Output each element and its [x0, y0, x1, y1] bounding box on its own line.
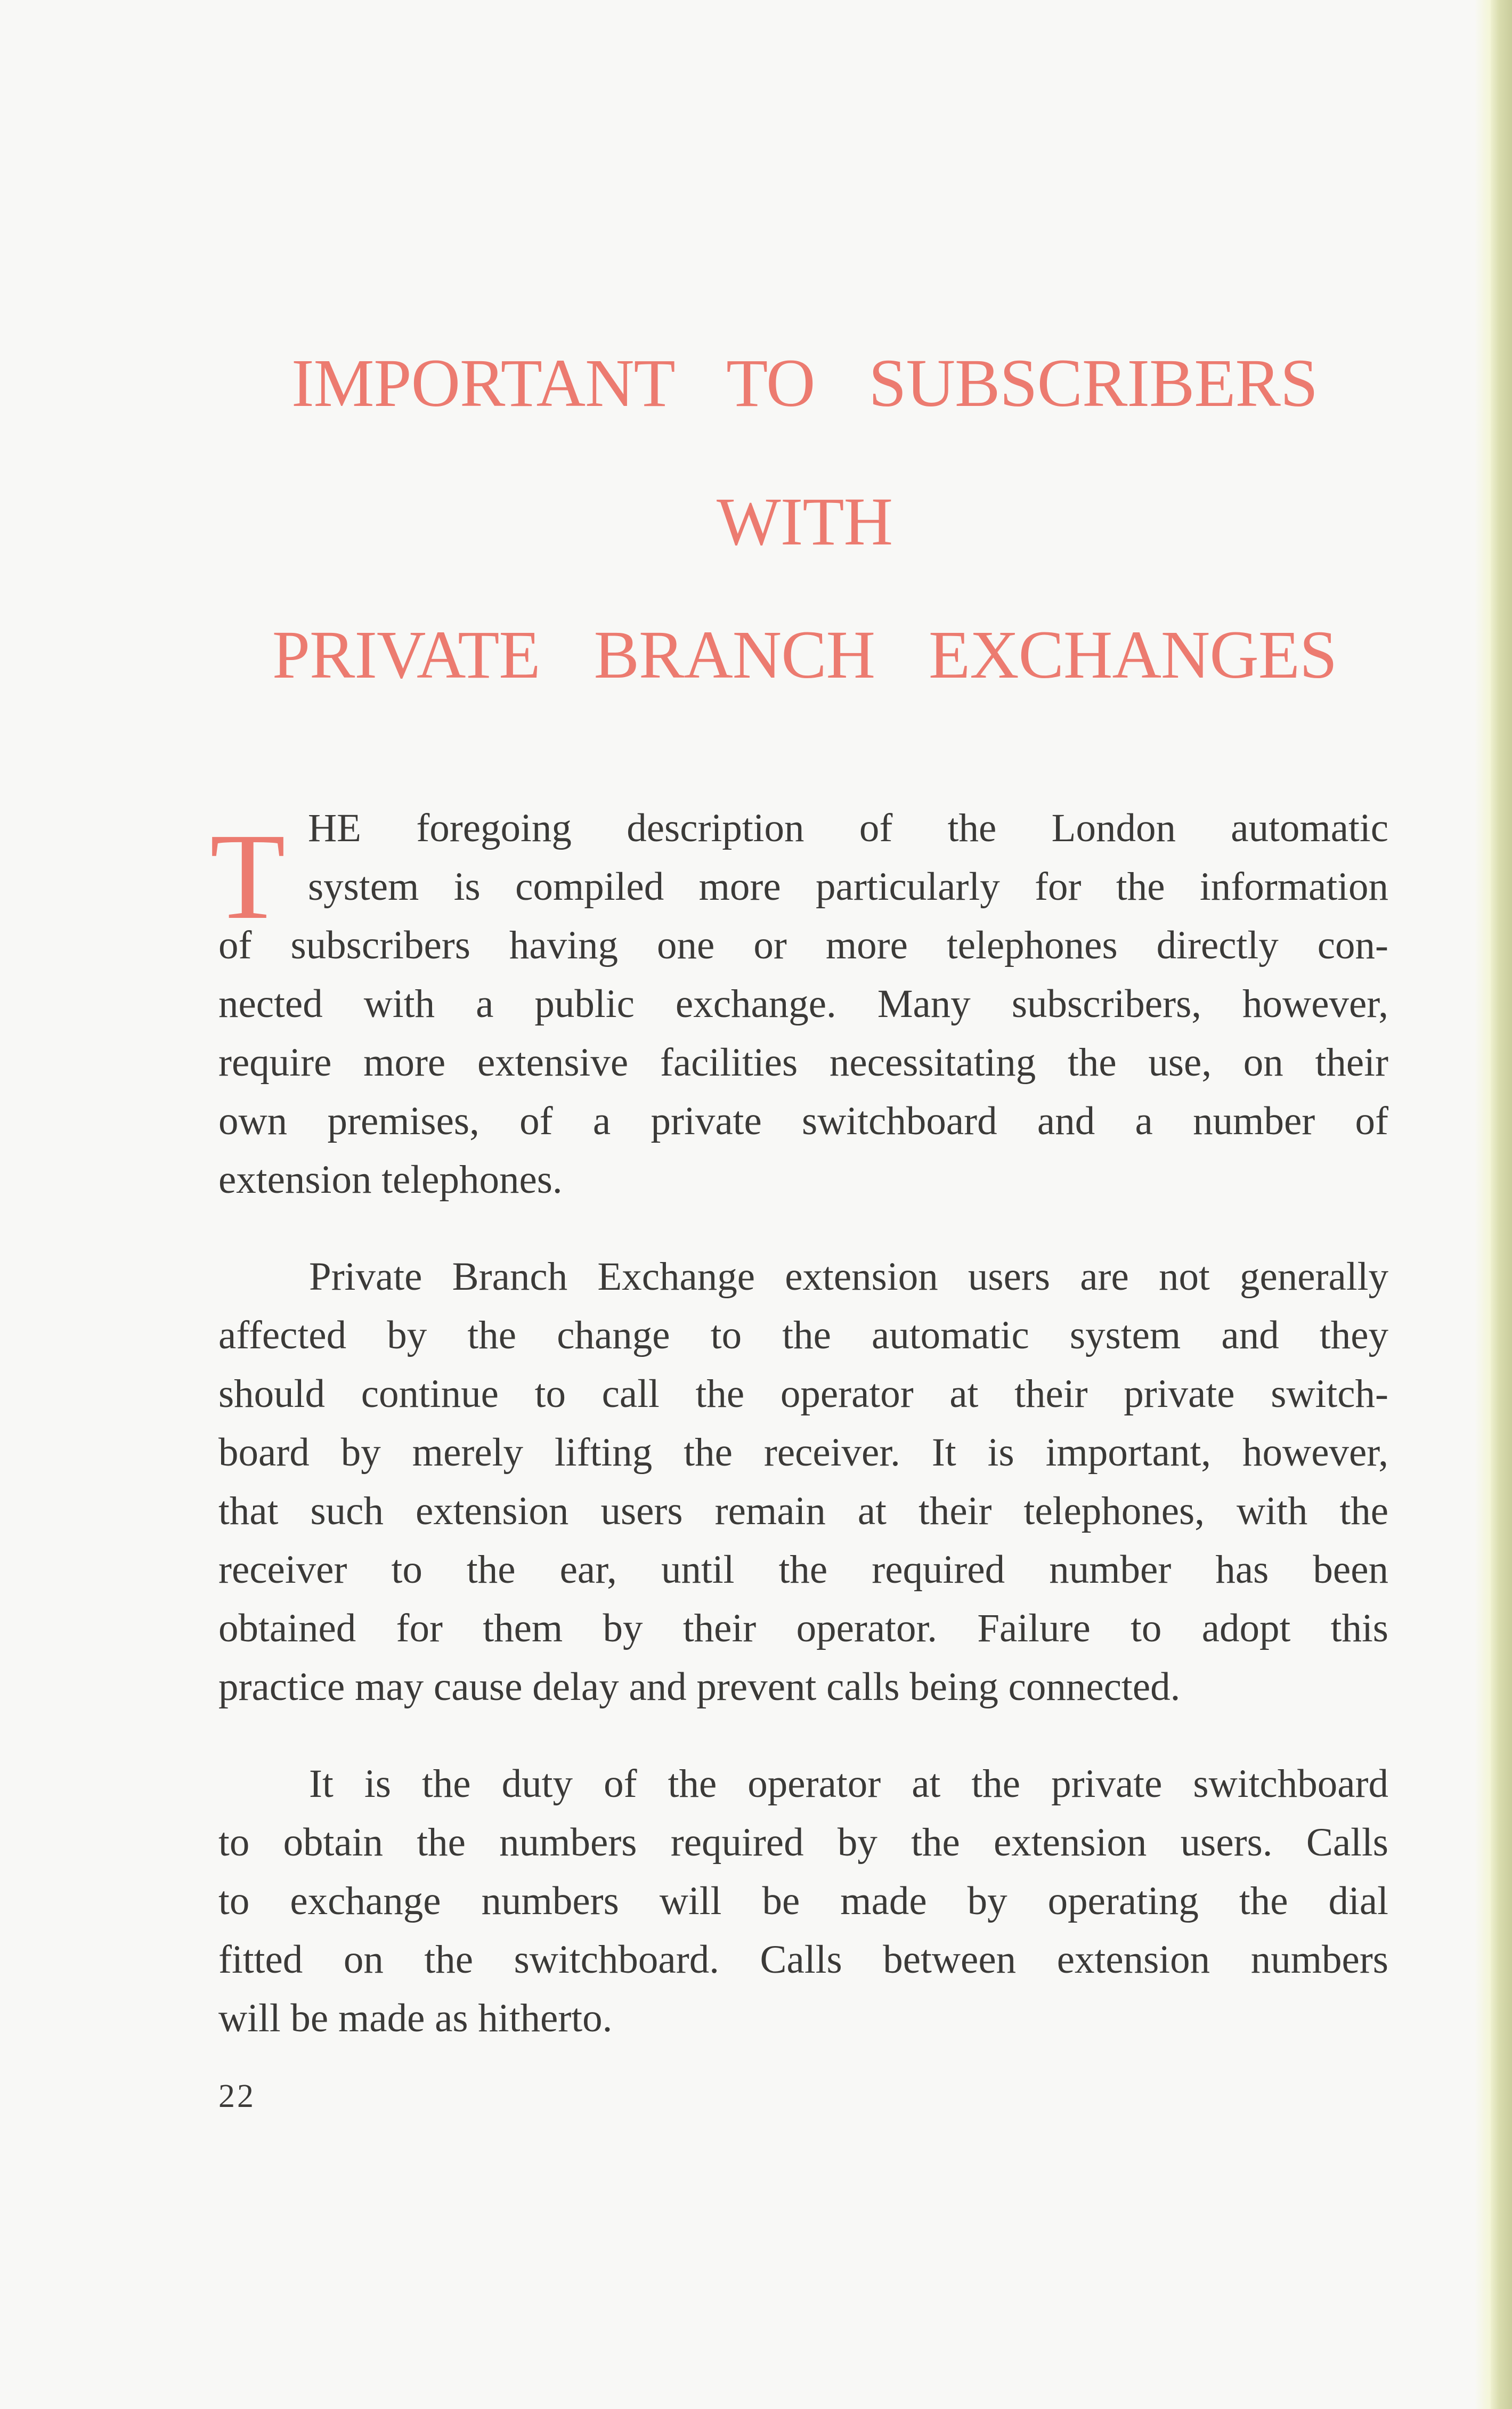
drop-cap: T [210, 808, 286, 945]
text-line: practice may cause delay and prevent calls being connected. [218, 1665, 1181, 1709]
text-line: nected with a public exchange. Many subscribers, however, [218, 982, 1388, 1026]
heading-line-1: IMPORTANT TO SUBSCRIBERS [291, 345, 1318, 421]
text-line: Private Branch Exchange extension users are not generally [309, 1255, 1388, 1299]
text-line: fitted on the switchboard. Calls between extension numbers [218, 1938, 1388, 1982]
text-line: receiver to the ear, until the required number has been [218, 1548, 1388, 1592]
text-line: that such extension users remain at their telephones, with the [218, 1489, 1388, 1533]
heading-line-3: PRIVATE BRANCH EXCHANGES [272, 617, 1337, 693]
text-line: obtained for them by their operator. Failure to adopt this [218, 1606, 1388, 1650]
page-edge [1491, 0, 1512, 2409]
body-text [210, 799, 1388, 2086]
text-line: affected by the change to the automatic system and they [218, 1313, 1388, 1357]
text-line: extension telephones. [218, 1158, 563, 1202]
paragraph [218, 1248, 1388, 1716]
text-line: should continue to call the operator at their private switch- [218, 1372, 1388, 1416]
heading-line-2: WITH [716, 484, 893, 559]
page-edge-shadow [1475, 0, 1491, 2409]
text-line: system is compiled more particularly for the information [308, 865, 1388, 909]
text-line: to exchange numbers will be made by operating the dial [218, 1879, 1388, 1923]
text-line: to obtain the numbers required by the extension users. Calls [218, 1820, 1388, 1865]
paragraph [218, 799, 1388, 1209]
text-line: board by merely lifting the receiver. It is important, however, [218, 1430, 1388, 1475]
text-line: require more extensive facilities necessitating the use, on their [218, 1040, 1388, 1085]
text-line: It is the duty of the operator at the private switchboard [309, 1762, 1388, 1806]
text-line: will be made as hitherto. [218, 1996, 613, 2040]
text-line: HE foregoing description of the London automatic [308, 806, 1388, 850]
text-line: of subscribers having one or more telephones directly con- [218, 923, 1388, 967]
paragraph [218, 1755, 1388, 2048]
page-number: 22 [218, 2078, 256, 2114]
text-line: own premises, of a private switchboard and a number of [218, 1099, 1388, 1143]
